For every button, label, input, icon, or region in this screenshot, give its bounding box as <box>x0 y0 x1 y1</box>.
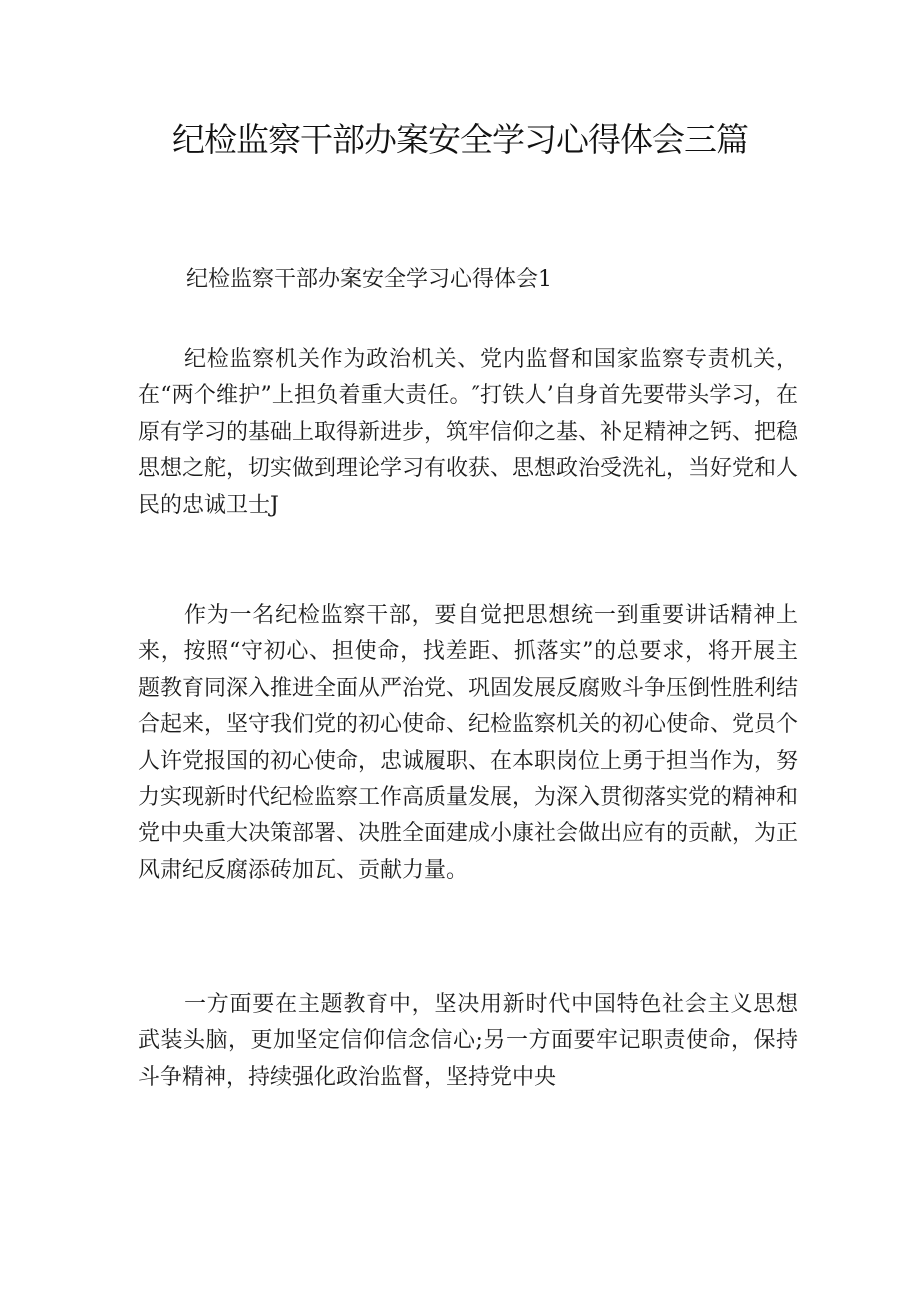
section-heading: 纪检监察干部办案安全学习心得体会1 <box>186 267 552 292</box>
body-paragraph-3: 一方面要在主题教育中，坚决用新时代中国特色社会主义思想武装头脑，更加坚定信仰信念信心;另一方面要牢记职责使命，保持斗争精神，持续强化政治监督，坚持党中央 <box>138 992 798 1090</box>
document-title: 纪检监察干部办案安全学习心得体会三篇 <box>172 120 748 159</box>
body-paragraph-1: 纪检监察机关作为政治机关、党内监督和国家监察专责机关，在“两个维护”上担负着重大责任。″打铁人’自身首先要带头学习，在原有学习的基础上取得新进步，筑牢信仰之基、补足精神之钙、把稳思想之舵，切实做到理论学习有收获、思想政治受洗礼，当好党和人民的忠诚卫士J <box>138 347 799 518</box>
body-paragraph-2: 作为一名纪检监察干部，要自觉把思想统一到重要讲话精神上来，按照“守初心、担使命，找差距、抓落实”的总要求，将开展主题教育同深入推进全面从严治党、巩固发展反腐败斗争压倒性胜利结合起来，坚守我们党的初心使命、纪检监察机关的初心使命、党员个人许党报国的初心使命，忠诚履职、在本职岗位上勇于担当作为，努力实现新时代纪检监察工作高质量发展，为深入贯彻落实党的精神和党中央重大决策部署、决胜全面建成小康社会做出应有的贡献，为正风肃纪反腐添砖加瓦、贡献力量。 <box>138 603 799 883</box>
